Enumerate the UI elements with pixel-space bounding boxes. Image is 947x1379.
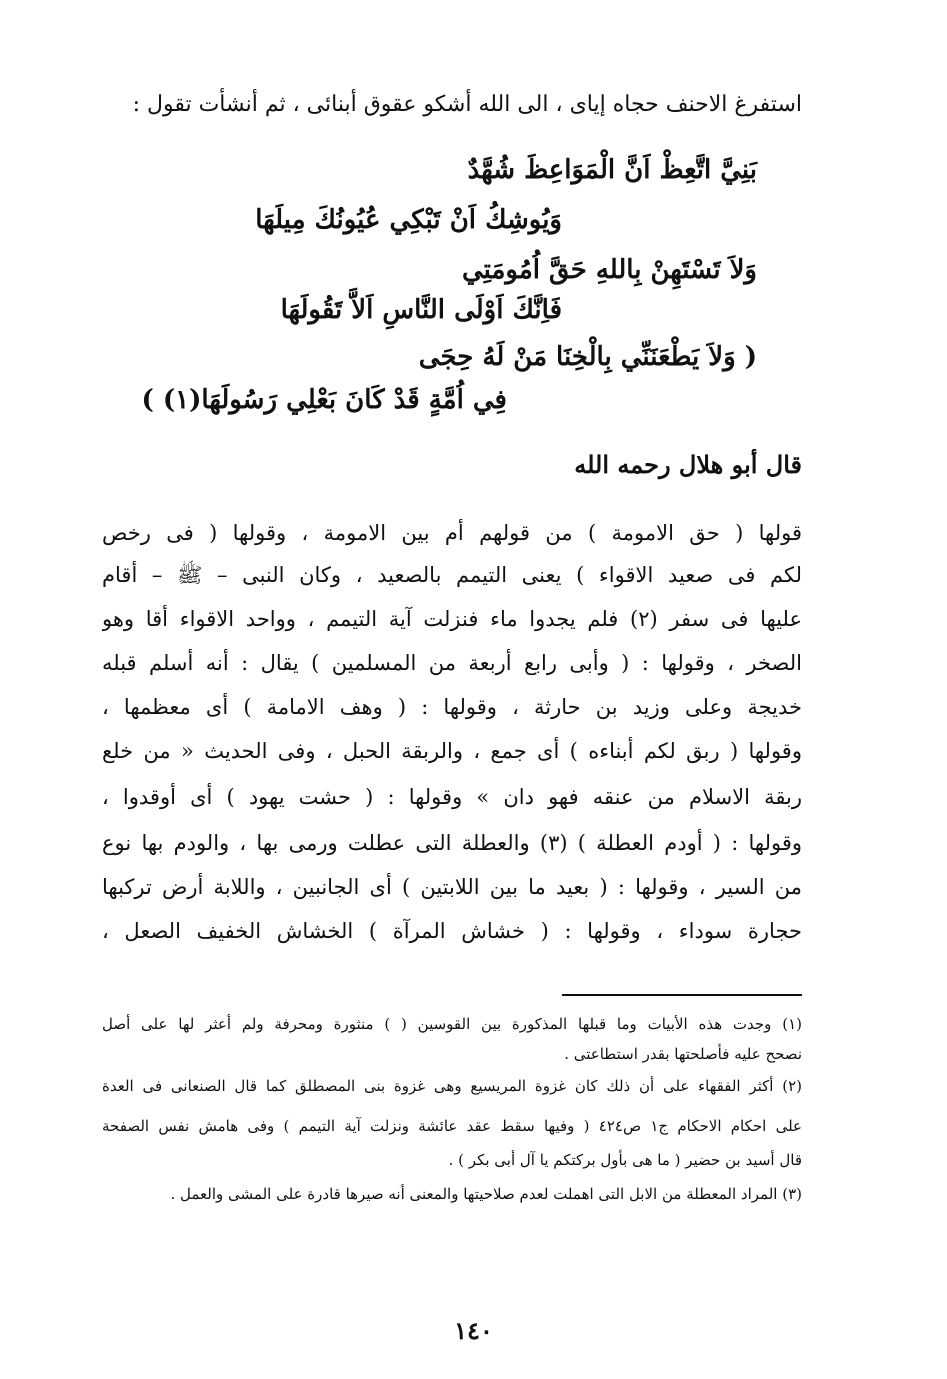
intro-line: استفرغ الاحنف حجاه إياى ، الى الله أشكو عقوق أبنائى ، ثم أنشأت تقول : [132,92,802,117]
footnote-line: (٢) أكثر الفقهاء على أن ذلك كان غزوة المريسيع وهى غزوة بنى المصطلق كما قال الصنعانى فى العدة [102,1077,802,1095]
verse-line: وَلاَ تَسْتَهِنْ بِاللهِ حَقَّ اُمُومَتِي [461,255,757,285]
footnote-line: (٣) المراد المعطلة من الابل التى اهملت لعدم صلاحيتها والمعنى أنه صيرها قادرة على المشى والعمل . [170,1185,802,1203]
footnote-line: (١) وجدت هذه الأبيات وما قبلها المذكورة بين القوسين ( ) منثورة ومحرفة ولم أعثر لها على أصل [102,1015,802,1033]
page-number: ١٤٠ [454,1316,493,1345]
paragraph-line: ربقة الاسلام من عنقه فهو دان » وقولها : ( حشت يهود ) أى أوقدوا ، [102,785,802,809]
verse-line: فَاِنَّكَ اَوْلَى النَّاسِ اَلاَّ تَقُولَهَا [280,295,562,325]
paragraph-line: وقولها ( ربق لكم أبناءه ) أى جمع ، والربقة الحبل ، وفى الحديث « من خلع [102,739,802,763]
verse-line: بَنِيَّ اتَّعِظْ اَنَّ الْمَوَاعِظَ شُهَّدٌ [467,155,757,185]
paragraph-line: وقولها : ( أودم العطلة ) (٣) والعطلة التى عطلت ورمى بها ، والودم بها نوع [102,831,802,855]
paragraph-line: حجارة سوداء ، وقولها : ( خشاش المرآة ) الخشاش الخفيف الصعل ، [102,919,802,943]
paragraph-line: من السير ، وقولها : ( بعيد ما بين اللابتين ) أى الجانبين ، واللابة أرض تركبها [102,875,802,899]
footnote-line: نصحح عليه فأصلحتها بقدر استطاعتى . [564,1045,802,1063]
footnote-line: قال أسيد بن حضير ( ما هى بأول بركتكم يا آل أبى بكر ) . [448,1151,802,1169]
footnote-divider [562,994,802,996]
paragraph-line: قولها ( حق الامومة ) من قولهم أم بين الامومة ، وقولها ( فى رخص [102,521,802,545]
section-heading: قال أبو هلال رحمه الله [574,450,802,479]
footnote-line: على احكام الاحكام ج١ ص٤٢٤ ( وفيها سقط عقد عائشة ونزلت آية التيمم ) وفى هامش نفس الصفحة [102,1117,802,1135]
paragraph-line: خديجة وعلى وزيد بن حارثة ، وقولها : ( وهف الامامة ) أى معظمها ، [102,695,802,719]
verse-line: فِي اُمَّةٍ قَدْ كَانَ بَعْلِي رَسُولَهَا(١) ) [141,385,507,415]
paragraph-line: الصخر ، وقولها : ( وأبى رابع أربعة من المسلمين ) يقال : أنه أسلم قبله [102,651,802,675]
paragraph-line: عليها فى سفر (٢) فلم يجدوا ماء فنزلت آية التيمم ، وواحد الاقواء أقا وهو [102,607,802,631]
verse-line: وَيُوشِكُ اَنْ تَبْكِي عُيُونُكَ مِيلَهَا [255,205,562,235]
verse-line: ( وَلاَ يَطْعَنَنِّي بِالْخِنَا مَنْ لَهُ حِجَى [418,342,757,372]
paragraph-line: لكم فى صعيد الاقواء ) يعنى التيمم بالصعيد ، وكان النبى – ﷺ – أقام [102,563,802,587]
